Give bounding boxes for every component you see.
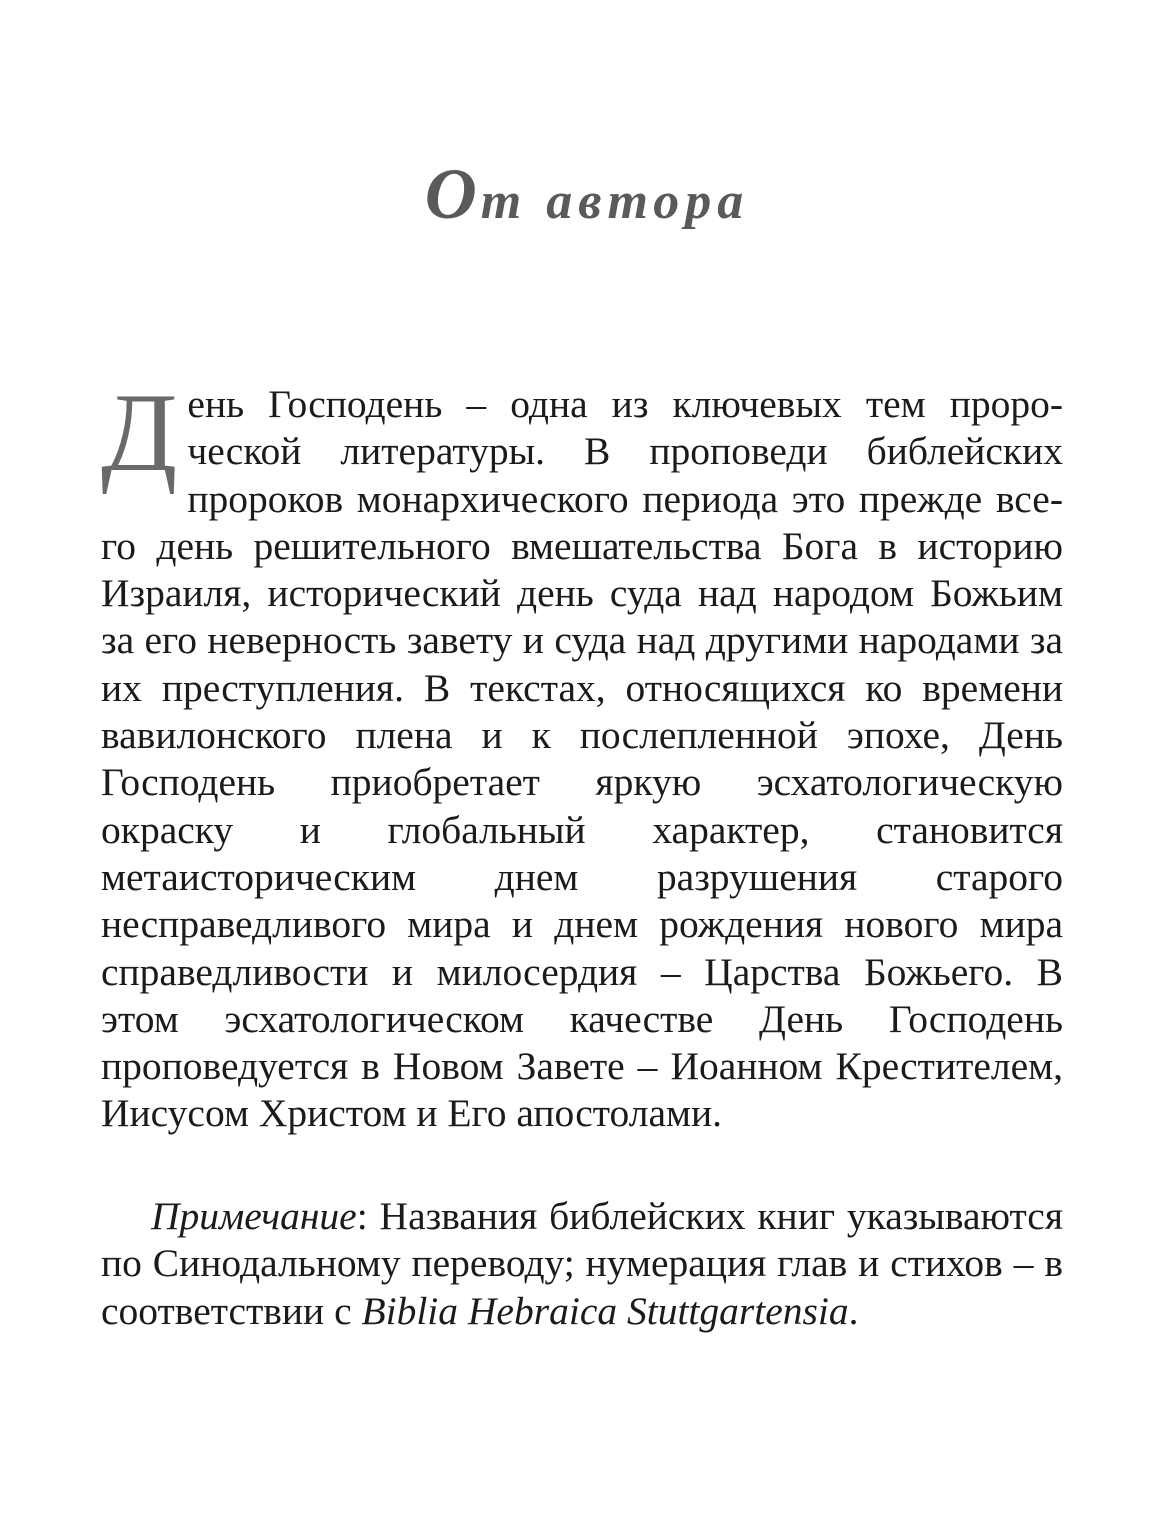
note-end: .: [848, 1288, 859, 1333]
note-label: Примечание: [151, 1194, 357, 1238]
drop-cap: Д: [101, 371, 178, 495]
page-title: [0, 154, 1174, 234]
note-paragraph: [101, 1193, 1063, 1335]
title-first-letter: О: [424, 154, 481, 234]
paragraph-text: ень Господень – одна из ключевых тем пророческой литературы. В проповеди библейских пророков монархического периода это прежде всего день решительного вмешательства Бога в историю Израиля, исторический день суда над народом Божьим за его неверность завету и суда над другими народами за их преступления. В текстах, относящихся ко времени вавилонского плена и к послепленной эпохе, День Господень приобретает яркую эсхатологическую окраску и глобальный характер, становится метаисторическим днем разрушения старого несправедливого мира и днем рождения нового мира справедливости и милосердия – Царства Божьего. В этом эсхатологическом качестве День Господень проповедуется в Новом Завете – Иоанном Крестителем, Иисусом Христом и Его апостолами.: [101, 382, 1063, 1136]
main-paragraph: [101, 371, 1063, 1138]
note-source: Biblia Hebraica Stuttgartensia: [361, 1288, 849, 1333]
note-text: : Названия библейских книг указываются по Синодальному переводу; нумерация глав и стихов – в соответствии с: [101, 1194, 1063, 1333]
title-rest: т автора: [480, 173, 750, 230]
